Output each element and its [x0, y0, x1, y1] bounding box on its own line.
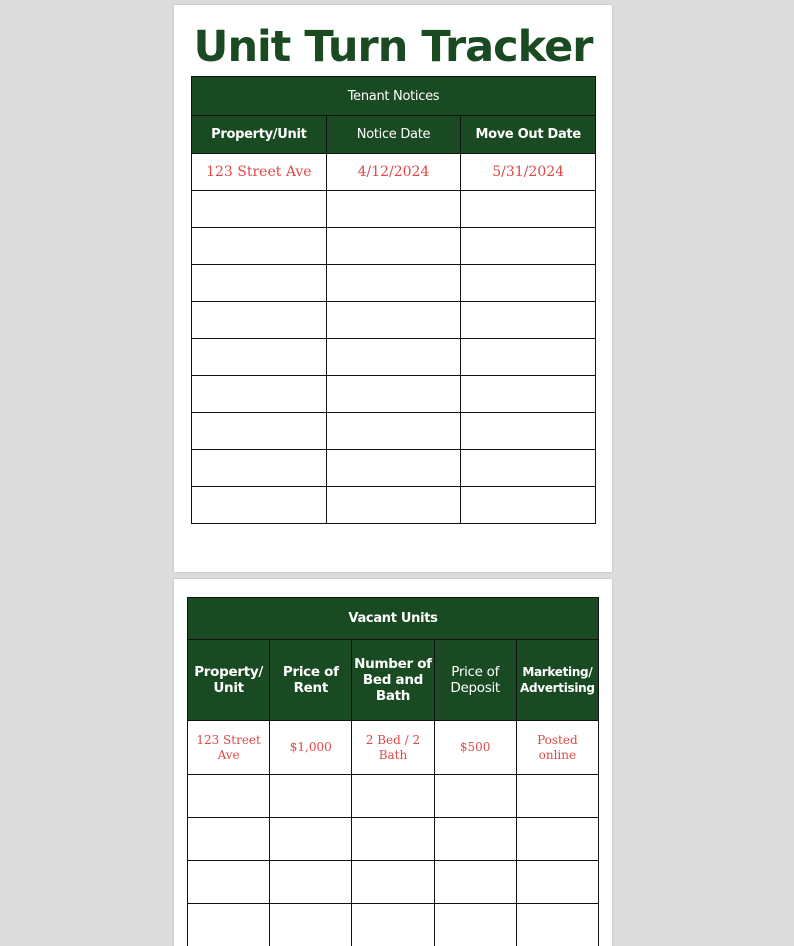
table-cell[interactable]: [192, 413, 327, 450]
cell-price-of-rent[interactable]: $1,000: [270, 721, 352, 775]
table-cell[interactable]: [192, 376, 327, 413]
table-cell[interactable]: [192, 302, 327, 339]
table-cell[interactable]: [326, 413, 461, 450]
table-cell[interactable]: [188, 775, 270, 818]
cell-property-unit[interactable]: 123 Street Ave: [192, 154, 327, 191]
tenant-notices-caption: Tenant Notices: [192, 77, 596, 116]
column-header-marketing-advertising: Marketing/ Advertising: [516, 640, 598, 721]
table-cell[interactable]: [192, 228, 327, 265]
table-row: [188, 861, 599, 904]
table-cell[interactable]: [326, 191, 461, 228]
column-header-move-out-date: Move Out Date: [461, 116, 596, 154]
table-cell[interactable]: [192, 487, 327, 524]
cell-notice-date[interactable]: 4/12/2024: [326, 154, 461, 191]
table-cell[interactable]: [352, 861, 434, 904]
table-cell[interactable]: [434, 861, 516, 904]
table-row: [188, 904, 599, 946]
table-cell[interactable]: [192, 191, 327, 228]
table-cell[interactable]: [434, 904, 516, 946]
table-row: [188, 775, 599, 818]
table-cell[interactable]: [461, 339, 596, 376]
cell-marketing-advertising[interactable]: Posted online: [516, 721, 598, 775]
table-cell[interactable]: [516, 775, 598, 818]
table-cell[interactable]: [326, 265, 461, 302]
table-cell[interactable]: [461, 450, 596, 487]
table-cell[interactable]: [270, 861, 352, 904]
column-header-property-unit: Property/Unit: [192, 116, 327, 154]
table-cell[interactable]: [270, 818, 352, 861]
cell-move-out-date[interactable]: 5/31/2024: [461, 154, 596, 191]
table-row: [192, 413, 596, 450]
column-header-price-of-deposit: Price of Deposit: [434, 640, 516, 721]
table-row: [192, 339, 596, 376]
table-cell[interactable]: [461, 376, 596, 413]
table-cell[interactable]: [326, 376, 461, 413]
page-2: [174, 579, 612, 946]
table-cell[interactable]: [516, 818, 598, 861]
table-cell[interactable]: [461, 228, 596, 265]
cell-price-of-deposit[interactable]: $500: [434, 721, 516, 775]
table-row: [188, 818, 599, 861]
page-1: [174, 5, 612, 572]
table-cell[interactable]: [516, 904, 598, 946]
table-cell[interactable]: [270, 775, 352, 818]
table-cell[interactable]: [352, 904, 434, 946]
table-cell[interactable]: [461, 191, 596, 228]
table-cell[interactable]: [461, 413, 596, 450]
page-title: Unit Turn Tracker: [193, 22, 593, 72]
table-cell[interactable]: [516, 861, 598, 904]
table-row: [192, 228, 596, 265]
table-cell[interactable]: [326, 339, 461, 376]
table-cell[interactable]: [461, 265, 596, 302]
table-cell[interactable]: [326, 487, 461, 524]
table-cell[interactable]: [192, 339, 327, 376]
table-cell[interactable]: [188, 861, 270, 904]
table-cell[interactable]: [188, 904, 270, 946]
table-row: [192, 265, 596, 302]
table-cell[interactable]: [352, 818, 434, 861]
table-cell[interactable]: [188, 818, 270, 861]
table-cell[interactable]: [434, 818, 516, 861]
table-cell[interactable]: [326, 228, 461, 265]
table-row: [192, 487, 596, 524]
table-cell[interactable]: [326, 302, 461, 339]
table-cell[interactable]: [192, 450, 327, 487]
table-cell[interactable]: [326, 450, 461, 487]
column-header-property-unit: Property/ Unit: [188, 640, 270, 721]
table-row: [192, 191, 596, 228]
table-cell[interactable]: [270, 904, 352, 946]
table-row: [192, 154, 596, 191]
table-cell[interactable]: [192, 265, 327, 302]
tenant-notices-table: [191, 76, 596, 524]
table-row: [192, 376, 596, 413]
column-header-bed-and-bath: Number of Bed and Bath: [352, 640, 434, 721]
cell-bed-and-bath[interactable]: 2 Bed / 2 Bath: [352, 721, 434, 775]
column-header-notice-date: Notice Date: [326, 116, 461, 154]
table-cell[interactable]: [434, 775, 516, 818]
cell-property-unit[interactable]: 123 Street Ave: [188, 721, 270, 775]
table-row: [192, 302, 596, 339]
table-row: [188, 721, 599, 775]
vacant-units-caption: Vacant Units: [188, 598, 599, 640]
table-cell[interactable]: [352, 775, 434, 818]
table-cell[interactable]: [461, 487, 596, 524]
column-header-price-of-rent: Price of Rent: [270, 640, 352, 721]
table-row: [192, 450, 596, 487]
vacant-units-table: [187, 597, 599, 946]
table-cell[interactable]: [461, 302, 596, 339]
